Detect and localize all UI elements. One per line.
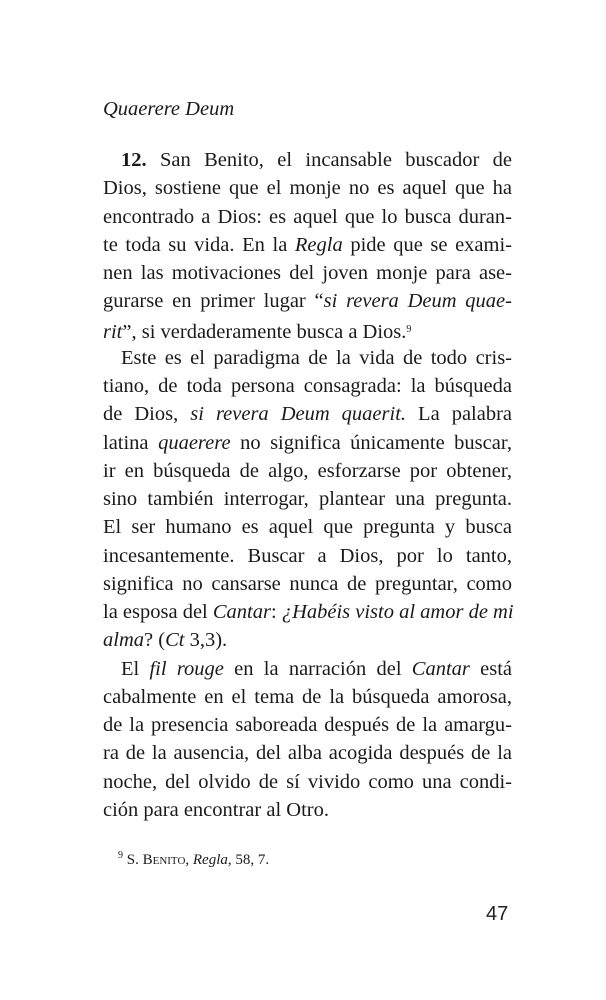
text-segment: latina — [103, 431, 159, 454]
text-segment: está — [469, 657, 513, 680]
text-segment: ir en búsqueda de algo, esforzarse por obtener, — [103, 459, 512, 482]
text-segment: Cantar — [411, 657, 470, 680]
footnote-sep: , — [185, 852, 193, 868]
text-line — [103, 544, 512, 568]
text-segment: rit — [103, 320, 123, 343]
text-segment: de la presencia saboreada después de la amargu- — [103, 714, 512, 736]
text-segment: quaerere — [158, 431, 231, 454]
text-line — [103, 459, 512, 483]
text-segment: fil rouge — [149, 657, 224, 680]
text-line — [103, 487, 512, 511]
text-segment: Regla — [294, 233, 343, 256]
footnote-ref: , 58, 7. — [227, 852, 270, 868]
text-line — [103, 572, 512, 596]
text-segment: La palabra — [406, 403, 513, 426]
text-segment: Dios, sostiene que el monje no es aquel que ha — [103, 177, 512, 200]
text-line — [103, 741, 512, 765]
text-segment: la esposa del — [103, 601, 213, 623]
text-segment: cabalmente en el tema de la búsqueda amorosa, — [103, 685, 512, 708]
text-line — [103, 628, 512, 652]
running-title: Quaerere Deum — [103, 98, 235, 120]
text-line — [121, 657, 512, 681]
text-segment: si revera Deum quaerit. — [190, 403, 407, 426]
footnote-number: 9 — [118, 850, 123, 861]
text-segment: en la narración del — [223, 657, 412, 680]
text-line — [103, 600, 512, 624]
text-segment: sino también interrogar, plantear una pregunta. — [103, 488, 512, 510]
text-line — [103, 233, 512, 257]
text-segment: El — [121, 657, 150, 680]
text-segment: te toda su vida. En la — [103, 233, 295, 256]
text-segment: no significa únicamente buscar, — [230, 431, 512, 454]
text-segment: de Dios, — [103, 403, 191, 426]
text-segment: encontrado a Dios: es aquel que lo busca duran- — [103, 205, 512, 228]
text-line — [103, 176, 512, 200]
text-segment: nen las motivaciones del joven monje para ase- — [103, 262, 512, 284]
text-line — [103, 261, 512, 285]
text-segment: San Benito, el incansable buscador de — [146, 149, 512, 171]
text-line — [103, 515, 512, 539]
text-segment: ¿Habéis visto al amor de mi — [281, 601, 514, 623]
text-segment: noche, del olvido de sí vivido como una condi- — [103, 770, 512, 793]
text-line — [103, 318, 512, 344]
text-line — [103, 685, 512, 709]
footnote-reference: 9 — [406, 323, 412, 335]
text-line — [103, 289, 512, 313]
text-segment: significa no cansarse nunca de preguntar, como — [103, 572, 512, 595]
text-line — [103, 798, 512, 822]
text-segment: pide que se exami- — [342, 233, 512, 256]
text-segment: Cantar — [212, 601, 271, 623]
text-line — [103, 374, 512, 398]
text-line — [103, 770, 512, 794]
text-line — [103, 205, 512, 229]
text-segment: El ser humano es aquel que pregunta y busca — [103, 516, 512, 539]
text-segment: gurarse en primer lugar “ — [103, 290, 324, 313]
text-line — [103, 431, 512, 455]
text-segment: 3,3). — [184, 629, 228, 652]
text-line — [121, 148, 512, 172]
text-line — [121, 346, 512, 370]
text-segment: Ct — [165, 629, 185, 652]
text-segment: ra de la ausencia, del alba acogida después de la — [103, 742, 512, 765]
text-segment: si revera Deum quae- — [323, 290, 512, 313]
text-segment: Este es el paradigma de la vida de todo cris- — [121, 346, 512, 369]
text-line — [103, 713, 512, 737]
text-segment: ”, si verdaderamente busca a Dios. — [122, 320, 407, 343]
text-segment: tiano, de toda persona consagrada: la búsqueda — [103, 375, 512, 397]
text-segment: ? ( — [144, 629, 166, 652]
text-segment: ción para encontrar al Otro. — [103, 798, 329, 821]
footnote-work: Regla — [192, 852, 228, 868]
text-segment: incesantemente. Buscar a Dios, por lo tanto, — [103, 544, 512, 567]
text-segment: alma — [103, 629, 144, 652]
footnote-author: Benito — [142, 852, 186, 868]
footnote — [118, 850, 269, 869]
text-line — [103, 402, 512, 426]
footnote-author-prefix: S. — [126, 852, 143, 868]
text-segment: : — [270, 601, 282, 623]
text-segment: 12. — [121, 149, 147, 171]
page-number: 47 — [486, 903, 509, 925]
